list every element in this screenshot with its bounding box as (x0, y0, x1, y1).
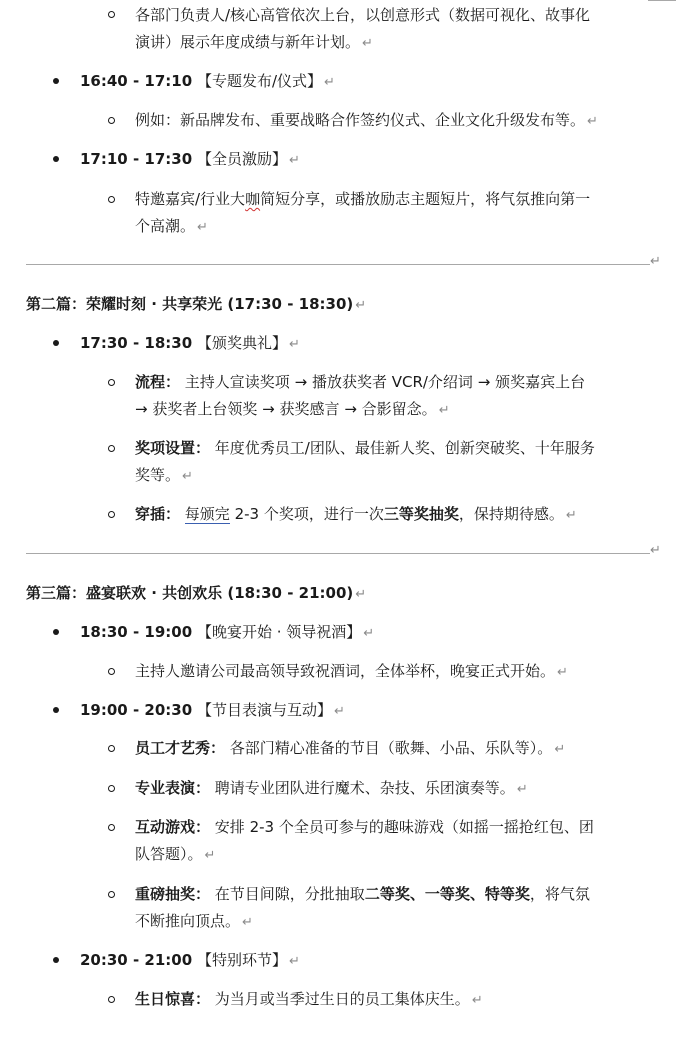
sub-bullet (108, 117, 115, 124)
sub-item-text: 演讲）展示年度成绩与新年计划。 ↵ (135, 33, 373, 51)
pro-text: 专业表演： 聘请专业团队进行魔术、杂技、乐团演奏等。 ↵ (135, 779, 528, 797)
section-heading-part2: 第二篇：荣耀时刻 · 共享荣光 (17:30 - 18:30) ↵ (26, 295, 367, 313)
list-bullet (53, 707, 59, 713)
games-text: 队答题）。 ↵ (135, 845, 216, 863)
sub-item-text: 个高潮。 ↵ (135, 217, 208, 235)
sub-item-text: 例如：新品牌发布、重要战略合作签约仪式、企业文化升级发布等。 ↵ (135, 111, 598, 129)
arrow-icon: → (294, 373, 308, 391)
list-bullet (53, 340, 59, 346)
paragraph-mark: ↵ (650, 254, 661, 269)
sub-bullet (108, 379, 115, 386)
schedule-item-1710: 17:10 - 17:30 【全员激励】 ↵ (80, 150, 300, 168)
arrow-icon: → (477, 373, 491, 391)
sub-bullet (108, 891, 115, 898)
interlude-text: 穿插： 每颁完 2-3 个奖项，进行一次三等奖抽奖，保持期待感。 ↵ (135, 505, 577, 523)
flow-text: 流程： 主持人宣读奖项 → 播放获奖者 VCR/介绍词 → 颁奖嘉宾上台 (135, 373, 586, 391)
schedule-item-2030: 20:30 - 21:00 【特别环节】 ↵ (80, 951, 300, 969)
sub-bullet (108, 11, 115, 18)
schedule-item-1730: 17:30 - 18:30 【颁奖典礼】 ↵ (80, 334, 300, 352)
schedule-item-1640: 16:40 - 17:10 【专题发布/仪式】 ↵ (80, 72, 335, 90)
sub-bullet (108, 785, 115, 792)
sub-bullet (108, 445, 115, 452)
talent-text: 员工才艺秀： 各部门精心准备的节目（歌舞、小品、乐队等）。 ↵ (135, 739, 566, 757)
spellcheck-word[interactable]: 咖 (245, 190, 261, 208)
sub-bullet (108, 996, 115, 1003)
arrow-icon: → (344, 400, 357, 418)
sub-bullet (108, 196, 115, 203)
birthday-text: 生日惊喜： 为当月或当季过生日的员工集体庆生。 ↵ (135, 990, 483, 1008)
sub-item-text: 主持人邀请公司最高领导致祝酒词，全体举杯，晚宴正式开始。 ↵ (135, 662, 568, 680)
comment-anchor[interactable]: 每颁完 (184, 505, 230, 523)
lottery-text: 重磅抽奖： 在节目间隙，分批抽取二等奖、一等奖、特等奖，将气氛 (135, 885, 590, 903)
awards-text: 奖等。 ↵ (135, 466, 193, 484)
arrow-icon: → (262, 400, 275, 418)
awards-text: 奖项设置： 年度优秀员工/团队、最佳新人奖、创新突破奖、十年服务 (135, 439, 595, 457)
games-text: 互动游戏： 安排 2-3 个全员可参与的趣味游戏（如摇一摇抢红包、团 (135, 818, 594, 836)
flow-text: → 获奖者上台领奖 → 获奖感言 → 合影留念。 ↵ (135, 400, 450, 418)
arrow-icon: → (135, 400, 148, 418)
page-edge-line (648, 0, 676, 1)
section-divider (26, 264, 650, 265)
paragraph-mark: ↵ (650, 543, 661, 558)
section-divider (26, 553, 650, 554)
sub-bullet (108, 511, 115, 518)
section-heading-part3: 第三篇：盛宴联欢 · 共创欢乐 (18:30 - 21:00) ↵ (26, 584, 367, 602)
list-bullet (53, 78, 59, 84)
list-bullet (53, 957, 59, 963)
schedule-item-1830: 18:30 - 19:00 【晚宴开始 · 领导祝酒】 ↵ (80, 623, 375, 641)
sub-item-text: 各部门负责人/核心高管依次上台，以创意形式（数据可视化、故事化 (135, 6, 591, 24)
sub-bullet (108, 824, 115, 831)
sub-bullet (108, 668, 115, 675)
sub-item-text: 特邀嘉宾/行业大咖简短分享，或播放励志主题短片，将气氛推向第一 (135, 190, 591, 208)
list-bullet (53, 156, 59, 162)
sub-bullet (108, 745, 115, 752)
lottery-text: 不断推向顶点。 ↵ (135, 912, 253, 930)
list-bullet (53, 629, 59, 635)
schedule-item-1900: 19:00 - 20:30 【节目表演与互动】 ↵ (80, 701, 345, 719)
